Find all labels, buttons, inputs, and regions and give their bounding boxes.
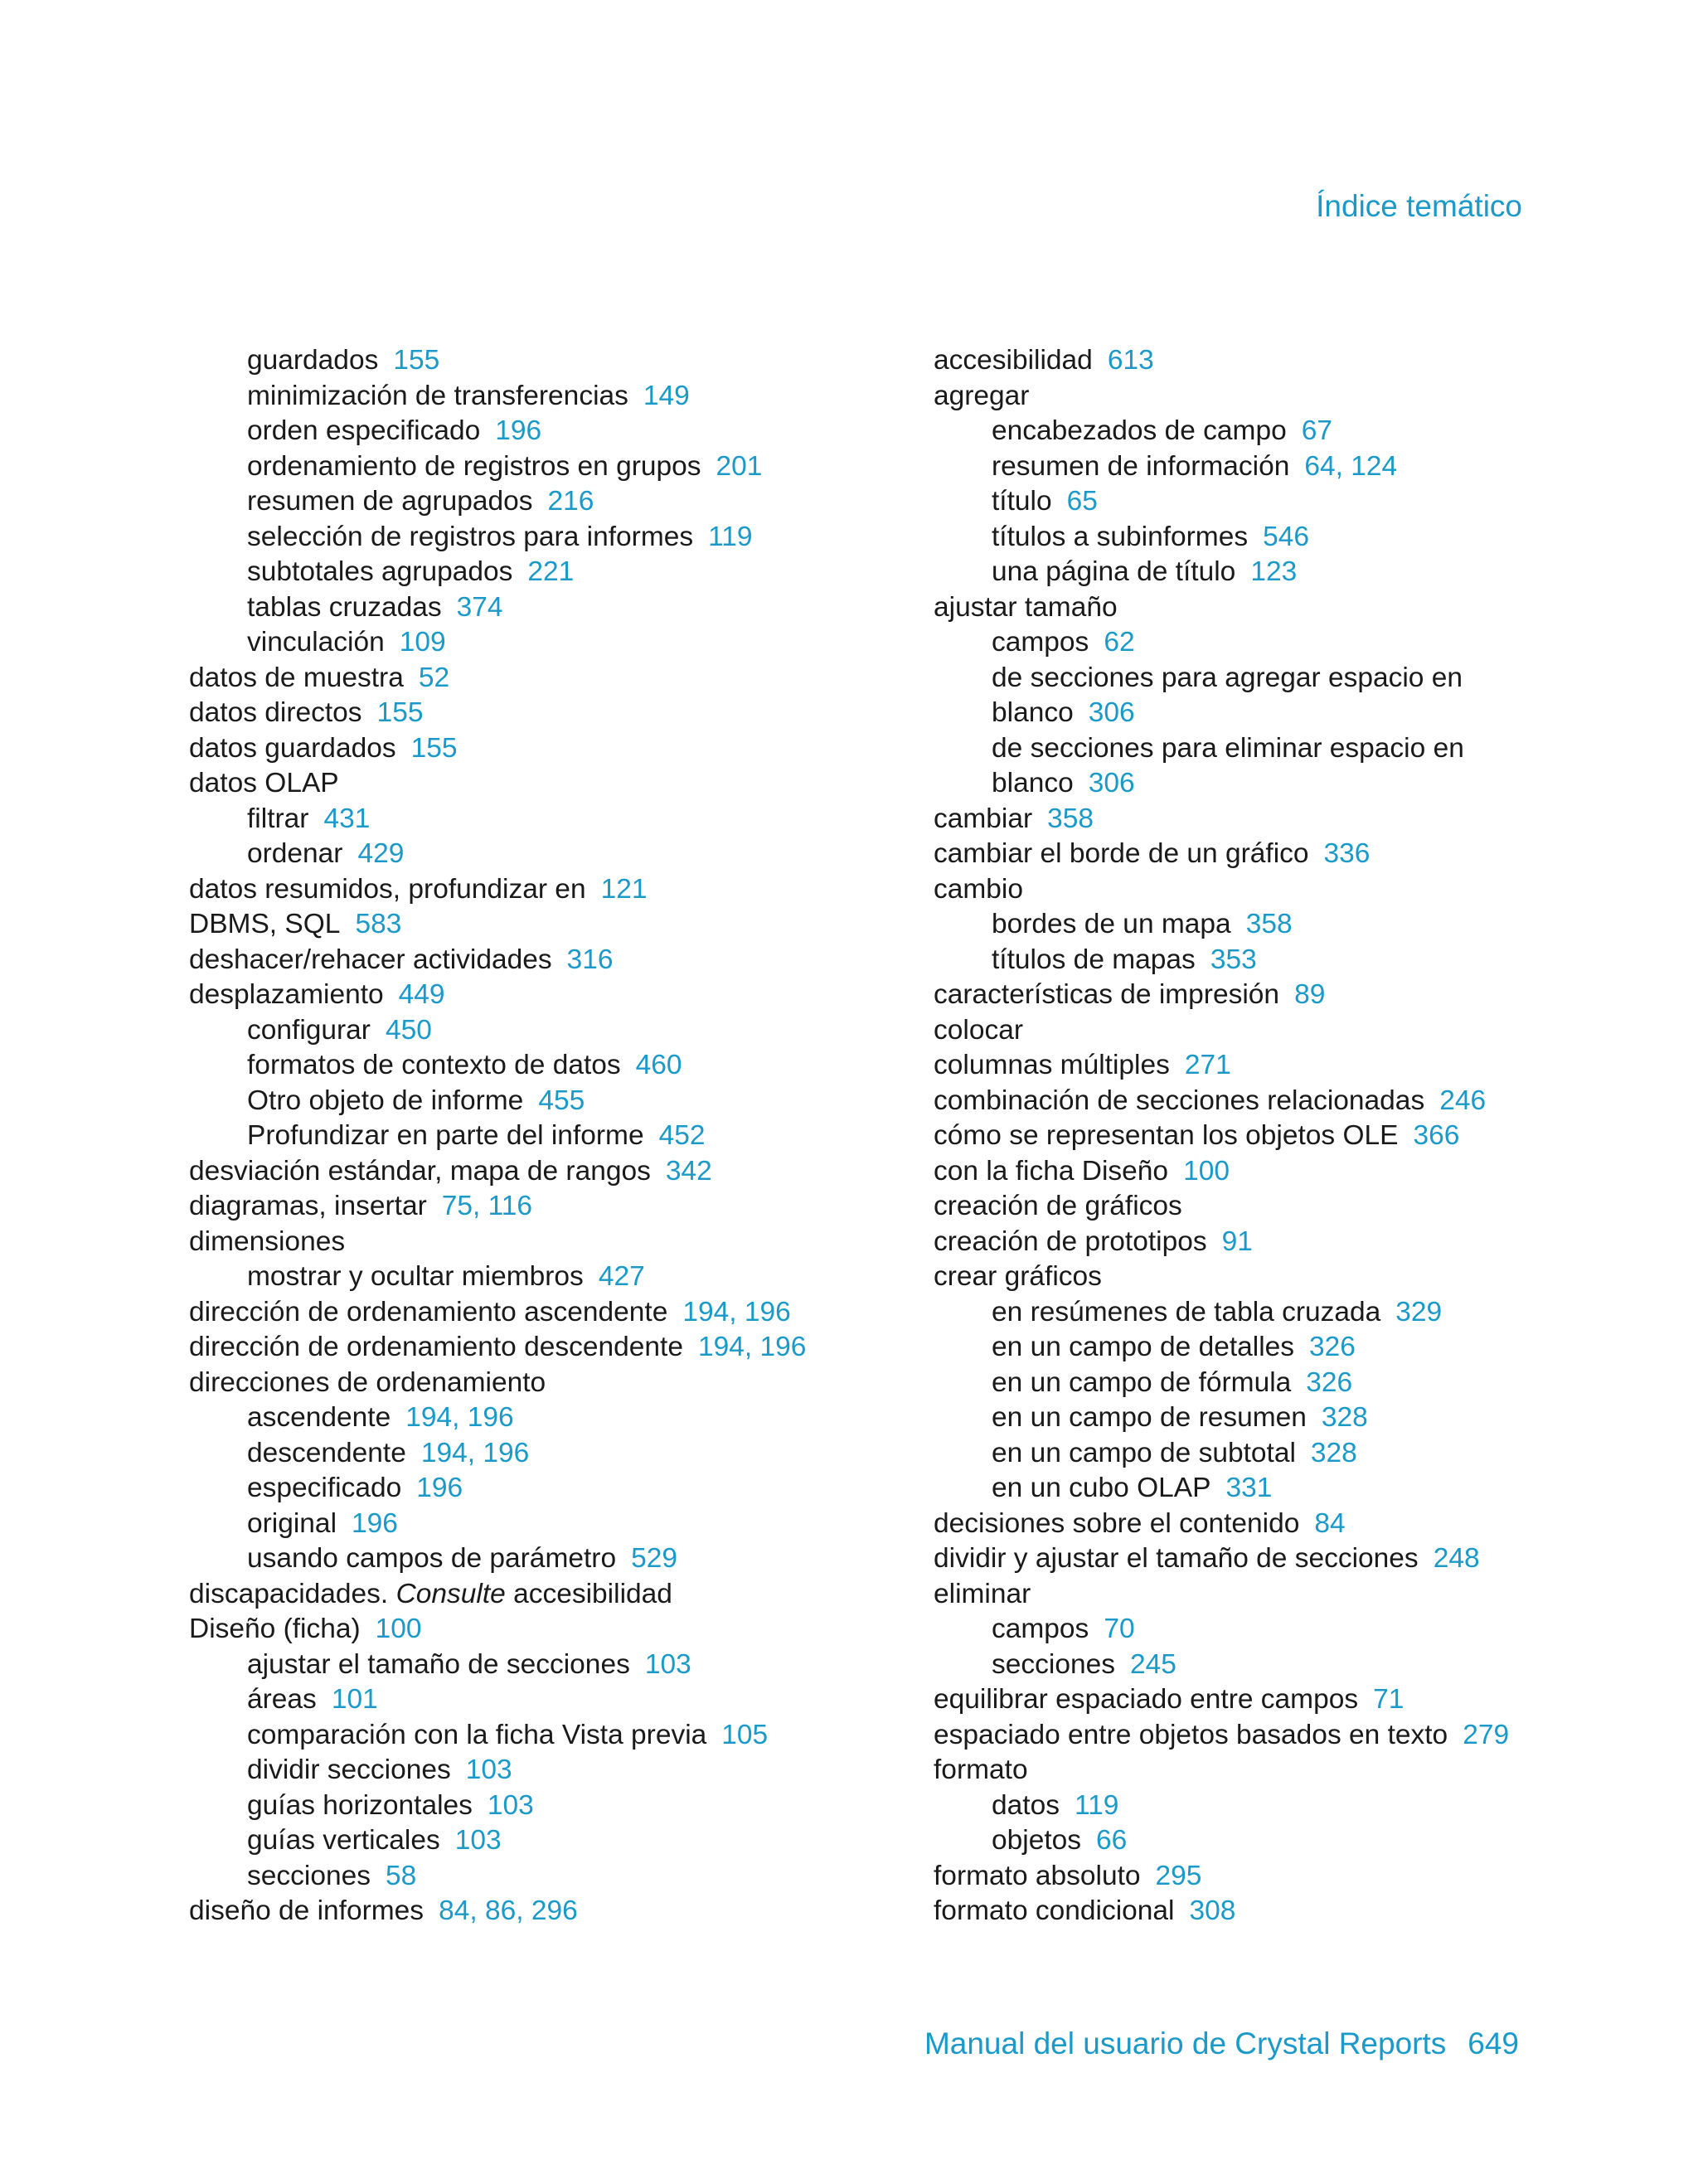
page-reference: 103 [454,1825,502,1856]
index-subentry [189,1507,869,1542]
index-subentry [934,555,1613,590]
page-reference: 328 [1321,1402,1368,1433]
index-subentry [189,1471,869,1507]
page-reference: 306 [1088,768,1135,798]
index-term: DBMS, SQL [189,909,341,939]
index-subentry [189,625,869,661]
index-term: cambio [934,873,1023,905]
index-term: mostrar y ocultar miembros [247,1261,584,1292]
page-reference: 374 [456,591,503,623]
index-term: de secciones para eliminar espacio en [992,732,1464,764]
page-reference: 452 [658,1120,706,1151]
index-subentry [934,1366,1613,1401]
index-term: diagramas, insertar [189,1191,427,1221]
index-subentry [189,837,869,872]
index-term: dividir secciones [247,1754,451,1785]
page-reference: 306 [1088,697,1135,728]
index-entry [934,872,1613,908]
index-entry [189,1189,869,1225]
index-term: datos guardados [189,732,396,764]
page-reference: 100 [375,1614,422,1644]
page-reference: 366 [1413,1120,1460,1151]
index-entry [189,1366,869,1401]
index-term: campos [992,627,1089,658]
index-subentry [189,590,869,626]
index-term: ascendente [247,1402,391,1433]
page-reference: 455 [538,1085,585,1116]
index-subentry [189,1541,869,1577]
index-term: guardados [247,345,379,376]
index-entry [934,802,1613,837]
page-footer [924,2026,1519,2061]
index-term: de secciones para agregar espacio en [992,662,1463,693]
page-reference: 66 [1096,1825,1128,1856]
index-subentry [189,1400,869,1436]
index-term: dirección de ordenamiento descendente [189,1332,683,1362]
index-entry [189,943,869,978]
page-number: 649 [1468,2026,1519,2060]
page-reference: 64, 124 [1304,450,1398,482]
page-reference: 353 [1210,944,1257,975]
index-subentry [189,520,869,556]
index-term: en un campo de detalles [992,1332,1295,1362]
index-entry [934,1225,1613,1260]
index-subentry [934,414,1613,449]
index-term: ajustar tamaño [934,591,1118,623]
index-entry [934,379,1613,415]
index-entry [934,1048,1613,1084]
page-reference: 194, 196 [420,1437,530,1468]
index-subentry [189,1718,869,1754]
index-term: espaciado entre objetos basados en texto [934,1719,1448,1750]
index-entry [189,661,869,696]
index-term: resumen de agrupados [247,486,533,517]
page-reference: 248 [1433,1543,1480,1574]
index-term: accesibilidad [934,345,1093,376]
page-reference: 449 [398,979,445,1010]
page-reference: 100 [1183,1155,1230,1187]
index-subentry [934,1330,1613,1366]
index-term: datos de muestra [189,662,404,693]
index-entry [189,1225,869,1260]
index-term: ordenamiento de registros en grupos [247,450,701,482]
page-reference: 450 [385,1014,432,1046]
index-column-left [189,343,869,1929]
index-entry [934,1859,1613,1895]
page-reference: 583 [355,909,402,939]
page-reference: 62 [1104,627,1135,658]
page-reference: 67 [1301,415,1332,446]
index-term: cambiar el borde de un gráfico [934,838,1309,869]
index-term: subtotales agrupados [247,556,513,587]
index-subentry [934,1471,1613,1507]
cross-reference-target: accesibilidad [513,1578,672,1609]
index-term: secciones [992,1648,1115,1680]
index-entry [189,1330,869,1366]
index-entry [189,872,869,908]
page-reference: 103 [644,1648,691,1680]
index-term: original [247,1507,337,1539]
index-entry [934,1189,1613,1225]
index-subentry [189,484,869,520]
index-entry [934,1718,1613,1754]
page-reference: 70 [1104,1614,1135,1644]
index-term: agregar [934,380,1030,411]
index-entry [189,731,869,767]
page-reference: 119 [1074,1789,1119,1821]
index-term: comparación con la ficha Vista previa [247,1719,707,1750]
index-term: datos resumidos, profundizar en [189,873,586,905]
index-term: ordenar [247,838,343,869]
index-term: desviación estándar, mapa de rangos [189,1155,651,1187]
index-entry [934,1541,1613,1577]
index-subentry [934,1295,1613,1331]
index-term: con la ficha Diseño [934,1155,1169,1187]
index-subentry [934,625,1613,661]
index-subentry [189,1048,869,1084]
page-reference: 279 [1463,1719,1510,1750]
cross-reference-label: Consulte [395,1578,506,1609]
index-subentry [189,555,869,590]
index-subentry [934,449,1613,485]
index-subentry [189,1682,869,1718]
index-term: dimensiones [189,1225,346,1257]
page-reference: 329 [1395,1296,1443,1327]
index-term: títulos a subinformes [992,521,1249,552]
index-term: secciones [247,1860,371,1891]
index-term: Profundizar en parte del informe [247,1120,644,1151]
index-term: en resúmenes de tabla cruzada [992,1296,1381,1327]
index-term: desplazamiento [189,979,384,1010]
page-reference: 326 [1309,1332,1356,1362]
page-reference: 155 [410,732,458,764]
index-entry [934,1154,1613,1190]
index-entry [189,907,869,943]
page-reference: 196 [416,1473,463,1503]
index-term: Diseño (ficha) [189,1614,361,1644]
page-reference: 121 [600,873,648,905]
index-term: minimización de transferencias [247,380,628,411]
index-term: dirección de ordenamiento ascendente [189,1296,668,1327]
page-reference: 119 [708,521,753,552]
page-reference: 101 [331,1684,378,1715]
index-entry [189,1577,869,1613]
index-term: en un campo de fórmula [992,1366,1292,1398]
index-subentry [934,1400,1613,1436]
page-reference: 546 [1263,521,1309,552]
index-subentry [189,1859,869,1895]
index-term: selección de registros para informes [247,521,694,552]
index-entry [934,1753,1613,1788]
index-term: creación de gráficos [934,1191,1182,1221]
index-term: blanco [992,768,1074,798]
page-reference: 216 [547,486,594,517]
index-term: blanco [992,697,1074,728]
page-reference: 460 [635,1050,682,1080]
index-entry [934,1119,1613,1154]
page-reference: 529 [631,1543,677,1574]
index-term: filtrar [247,803,309,834]
index-term: campos [992,1614,1089,1644]
index-entry [189,1894,869,1929]
index-subentry [189,449,869,485]
index-term: formatos de contexto de datos [247,1050,621,1080]
index-term: dividir y ajustar el tamaño de secciones [934,1543,1419,1574]
index-entry [189,696,869,731]
page-reference: 109 [399,627,446,658]
index-term: bordes de un mapa [992,909,1231,939]
index-subentry [934,731,1613,767]
index-term: especificado [247,1473,402,1503]
index-column-right [934,343,1613,1929]
index-term: decisiones sobre el contenido [934,1507,1300,1539]
page-reference: 194, 196 [697,1332,807,1362]
page-reference: 328 [1310,1437,1357,1468]
index-entry [934,590,1613,626]
page-reference: 194, 196 [405,1402,514,1433]
page-reference: 331 [1225,1473,1273,1503]
index-subentry [934,696,1613,731]
section-title: Índice temático [1316,189,1522,223]
index-subentry [934,520,1613,556]
index-term: columnas múltiples [934,1050,1170,1080]
index-subentry [934,1612,1613,1648]
index-term: datos directos [189,697,362,728]
page-reference: 358 [1245,909,1293,939]
index-term: combinación de secciones relacionadas [934,1085,1425,1116]
page-reference: 155 [393,345,440,376]
page-reference: 149 [643,380,690,411]
index-subentry [934,1436,1613,1472]
index-entry [934,1507,1613,1542]
index-term: direcciones de ordenamiento [189,1366,546,1398]
index-term: crear gráficos [934,1261,1102,1292]
index-subentry [934,907,1613,943]
index-term: descendente [247,1437,406,1468]
index-subentry [934,484,1613,520]
index-subentry [189,1013,869,1049]
index-subentry [934,943,1613,978]
index-term: en un campo de subtotal [992,1437,1296,1468]
page-reference: 271 [1184,1050,1231,1080]
page-reference: 613 [1107,345,1154,376]
page-reference: 221 [527,556,575,587]
page-reference: 75, 116 [441,1191,533,1221]
page-reference: 123 [1250,556,1298,587]
index-term: formato condicional [934,1895,1175,1926]
page-reference: 84, 86, 296 [439,1895,578,1926]
index-term: orden especificado [247,415,481,446]
index-entry [934,1682,1613,1718]
index-term: áreas [247,1684,317,1715]
index-entry [189,1612,869,1648]
index-term: datos OLAP [189,768,339,798]
page-reference: 245 [1129,1648,1176,1680]
index-subentry [934,1788,1613,1824]
index-term: tablas cruzadas [247,591,442,623]
index-subentry [934,1648,1613,1683]
index-subentry [189,1084,869,1119]
index-entry [934,978,1613,1013]
index-term: cómo se representan los objetos OLE [934,1120,1399,1151]
page-reference: 308 [1189,1895,1236,1926]
index-entry [934,343,1613,379]
index-term: Otro objeto de informe [247,1085,524,1116]
index-subentry [934,766,1613,802]
index-term: creación de prototipos [934,1225,1207,1257]
index-entry [934,1577,1613,1613]
page-reference: 316 [566,944,614,975]
page-reference: 201 [716,450,763,482]
index-entry [189,766,869,802]
page-reference: 103 [465,1754,512,1785]
page-reference: 358 [1047,803,1094,834]
page-reference: 103 [487,1789,534,1821]
index-subentry [189,1753,869,1788]
page-reference: 431 [323,803,371,834]
index-term: eliminar [934,1578,1031,1609]
index-term: títulos de mapas [992,944,1196,975]
index-term: vinculación [247,627,385,658]
index-subentry [189,1119,869,1154]
index-subentry [934,1823,1613,1859]
index-term: equilibrar espaciado entre campos [934,1684,1359,1715]
index-entry [934,1894,1613,1929]
index-entry [189,978,869,1013]
index-term: configurar [247,1014,371,1046]
index-subentry [189,1823,869,1859]
index-term: características de impresión [934,979,1280,1010]
page-reference: 336 [1323,838,1371,869]
page-reference: 429 [357,838,405,869]
index-term: diseño de informes [189,1895,424,1926]
index-subentry [189,379,869,415]
index-subentry [189,802,869,837]
index-subentry [189,1259,869,1295]
page-reference: 196 [352,1507,398,1539]
page-reference: 84 [1314,1507,1346,1539]
index-term: una página de título [992,556,1236,587]
index-term: objetos [992,1825,1082,1856]
index-term: cambiar [934,803,1033,834]
index-subentry [189,414,869,449]
index-term: título [992,486,1052,517]
index-term: formato absoluto [934,1860,1141,1891]
index-term: encabezados de campo [992,415,1287,446]
page-reference: 194, 196 [682,1296,791,1327]
index-subentry [189,1788,869,1824]
page-reference: 155 [376,697,424,728]
index-term: formato [934,1754,1028,1785]
page-reference: 52 [418,662,450,693]
index-entry [189,1295,869,1331]
index-subentry [189,1648,869,1683]
index-term: resumen de información [992,450,1290,482]
page-reference: 58 [385,1860,417,1891]
page-reference: 105 [721,1719,769,1750]
index-entry [189,1154,869,1190]
page-reference: 89 [1294,979,1326,1010]
index-term: discapacidades. [189,1578,389,1609]
page-reference: 91 [1221,1225,1253,1257]
page-reference: 295 [1155,1860,1202,1891]
page-reference: 65 [1066,486,1098,517]
page-reference: 342 [665,1155,712,1187]
index-subentry [189,1436,869,1472]
index-term: guías horizontales [247,1789,473,1821]
page-reference: 246 [1439,1085,1487,1116]
index-term: ajustar el tamaño de secciones [247,1648,630,1680]
index-term: en un cubo OLAP [992,1473,1211,1503]
index-term: guías verticales [247,1825,440,1856]
index-entry [934,1084,1613,1119]
page-reference: 427 [598,1261,645,1292]
index-entry [934,1259,1613,1295]
index-term: deshacer/rehacer actividades [189,944,552,975]
index-subentry [189,343,869,379]
index-term: en un campo de resumen [992,1402,1307,1433]
index-entry [934,1013,1613,1049]
page-reference: 326 [1306,1366,1353,1398]
index-term: colocar [934,1014,1023,1046]
index-entry [934,837,1613,872]
index-subentry [934,661,1613,696]
index-term: datos [992,1789,1060,1821]
page-reference: 196 [495,415,542,446]
index-term: usando campos de parámetro [247,1543,617,1574]
page-reference: 71 [1373,1684,1404,1715]
book-title: Manual del usuario de Crystal Reports [924,2026,1447,2060]
